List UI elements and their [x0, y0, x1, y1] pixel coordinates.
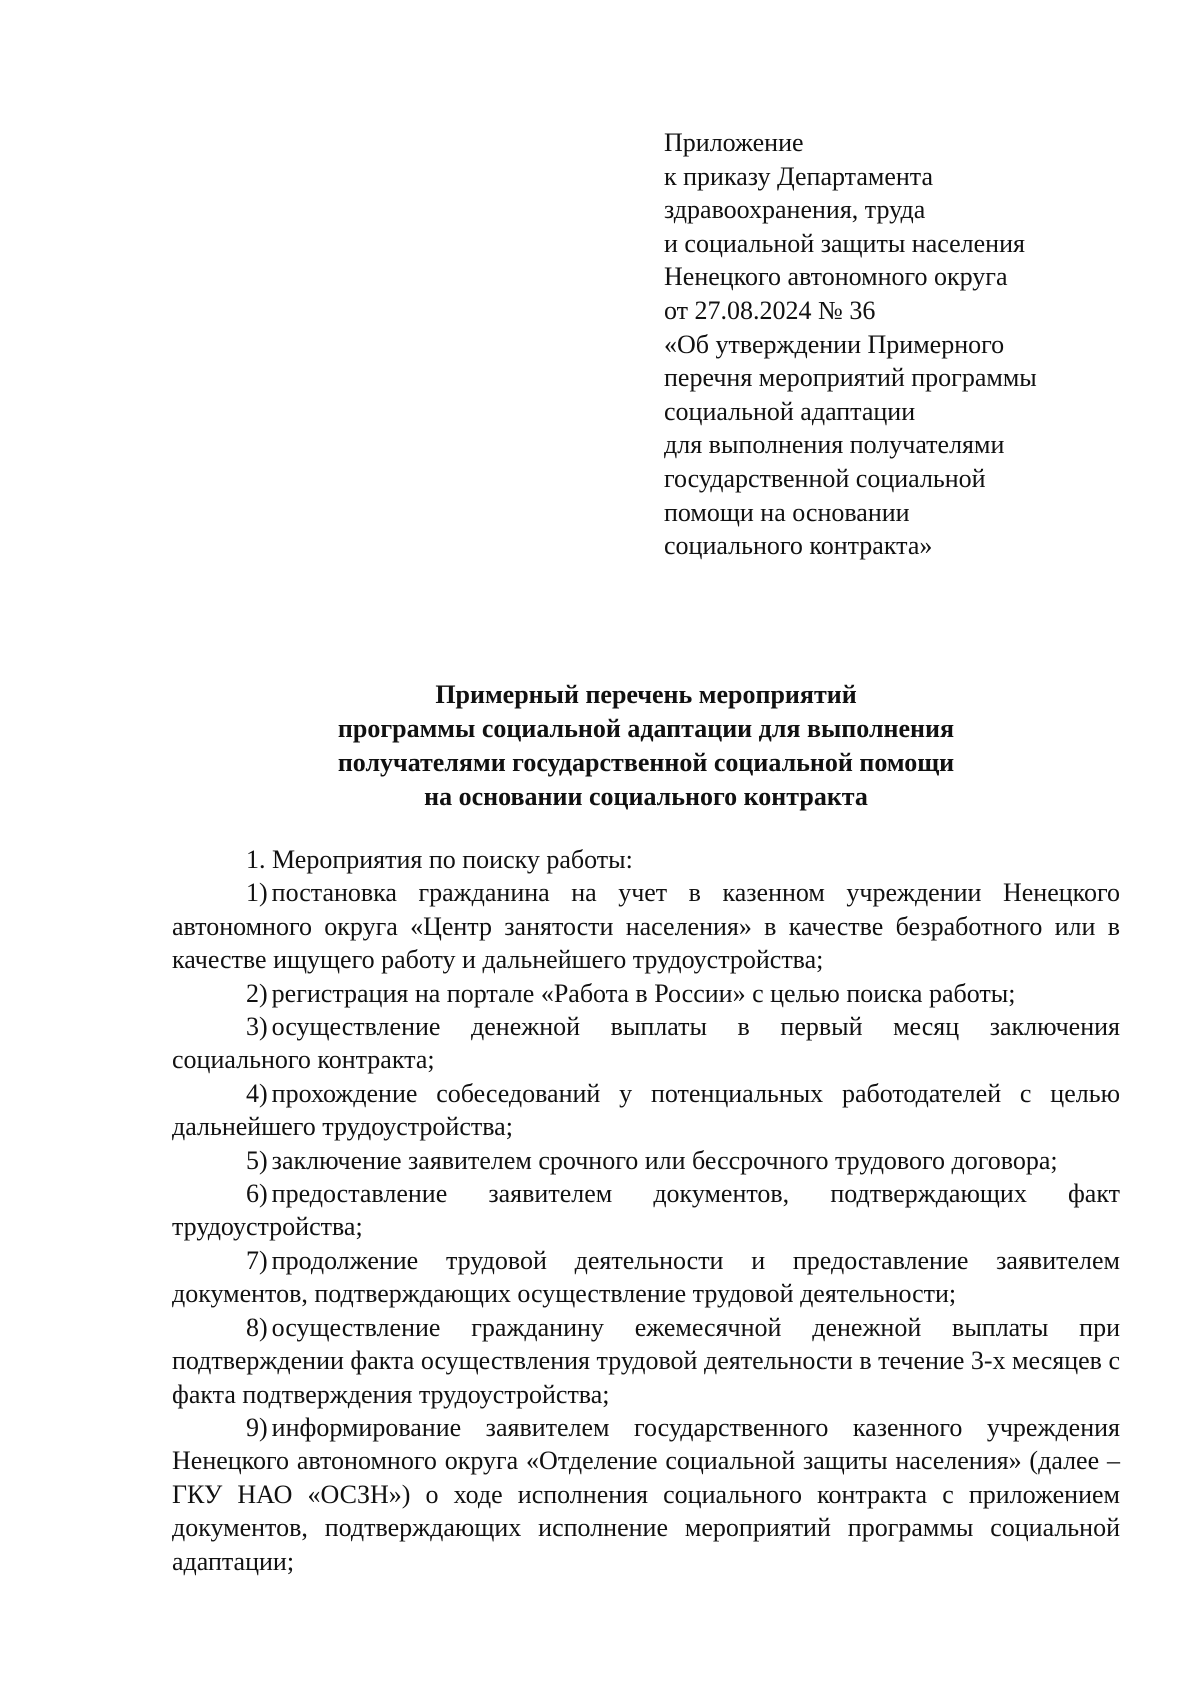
- item-text: регистрация на портале «Работа в России» с целью поиска работы;: [271, 978, 1016, 1008]
- title-line: на основании социального контракта: [424, 782, 868, 811]
- item-number: 6): [246, 1179, 268, 1209]
- appendix-line: «Об утверждении Примерного: [664, 329, 1005, 359]
- appendix-line: государственной социальной: [664, 463, 986, 493]
- appendix-line: Приложение: [664, 128, 804, 157]
- list-item: [172, 977, 1120, 1010]
- item-number: 4): [246, 1078, 268, 1108]
- item-number: 1): [246, 878, 268, 908]
- item-number: 7): [246, 1245, 268, 1275]
- appendix-line: здравоохранения, труда: [664, 195, 926, 225]
- list-item: [172, 1144, 1120, 1177]
- item-number: 2): [246, 978, 268, 1008]
- appendix-line: перечня мероприятий программы: [664, 363, 1037, 393]
- title-line: программы социальной адаптации для выполнения: [337, 714, 955, 743]
- list-item: [172, 876, 1120, 976]
- item-text: предоставление заявителем документов, подтверждающих факт трудоустройства;: [172, 1179, 1120, 1242]
- appendix-line: помощи на основании: [664, 497, 910, 527]
- appendix-line: для выполнения получателями: [664, 430, 1005, 460]
- list-item: [172, 1077, 1120, 1144]
- item-text: заключение заявителем срочного или бессрочного трудового договора;: [271, 1145, 1058, 1175]
- item-text: информирование заявителем государственного казенного учреждения Ненецкого автономного округа «Отделение социальной защиты населения» (далее – ГКУ НАО «ОСЗН») о ходе исполнения социального контракта с приложением документов, подтверждающих исполнение мероприятий программы социальной адаптации;: [172, 1412, 1120, 1576]
- appendix-line: и социальной защиты населения: [664, 228, 1025, 258]
- title-line: получателями государственной социальной помощи: [337, 748, 955, 777]
- appendix-block: [664, 126, 1144, 563]
- list-item: [172, 1311, 1120, 1411]
- appendix-line: социальной адаптации: [664, 396, 916, 426]
- appendix-line: социального контракта»: [664, 531, 933, 561]
- item-text: постановка гражданина на учет в казенном учреждении Ненецкого автономного округа «Центр занятости населения» в качестве безработного или в качестве ищущего работу и дальнейшего трудоустройства;: [172, 878, 1120, 975]
- item-number: 3): [246, 1012, 268, 1042]
- list-item: [172, 1244, 1120, 1311]
- list-item: [172, 1010, 1120, 1077]
- item-text: осуществление денежной выплаты в первый месяц заключения социального контракта;: [172, 1012, 1120, 1075]
- document-title: [172, 678, 1120, 814]
- section-heading: 1. Мероприятия по поиску работы:: [246, 845, 633, 874]
- appendix-line: Ненецкого автономного округа: [664, 262, 1008, 292]
- item-number: 8): [246, 1312, 268, 1342]
- item-text: прохождение собеседований у потенциальных работодателей с целью дальнейшего трудоустройства;: [172, 1078, 1120, 1142]
- list-item: [172, 1411, 1120, 1578]
- document-body: [172, 843, 1120, 1578]
- item-text: продолжение трудовой деятельности и предоставление заявителем документов, подтверждающих осуществление трудовой деятельности;: [172, 1245, 1120, 1309]
- item-number: 5): [246, 1145, 268, 1175]
- title-line: Примерный перечень мероприятий: [435, 680, 857, 709]
- item-number: 9): [246, 1412, 268, 1442]
- list-item: [172, 1177, 1120, 1244]
- item-text: осуществление гражданину ежемесячной денежной выплаты при подтверждении факта осуществления трудовой деятельности в течение 3-х месяцев с факта подтверждения трудоустройства;: [172, 1312, 1120, 1409]
- appendix-line: к приказу Департамента: [664, 161, 934, 191]
- appendix-line: от 27.08.2024 № 36: [664, 295, 876, 325]
